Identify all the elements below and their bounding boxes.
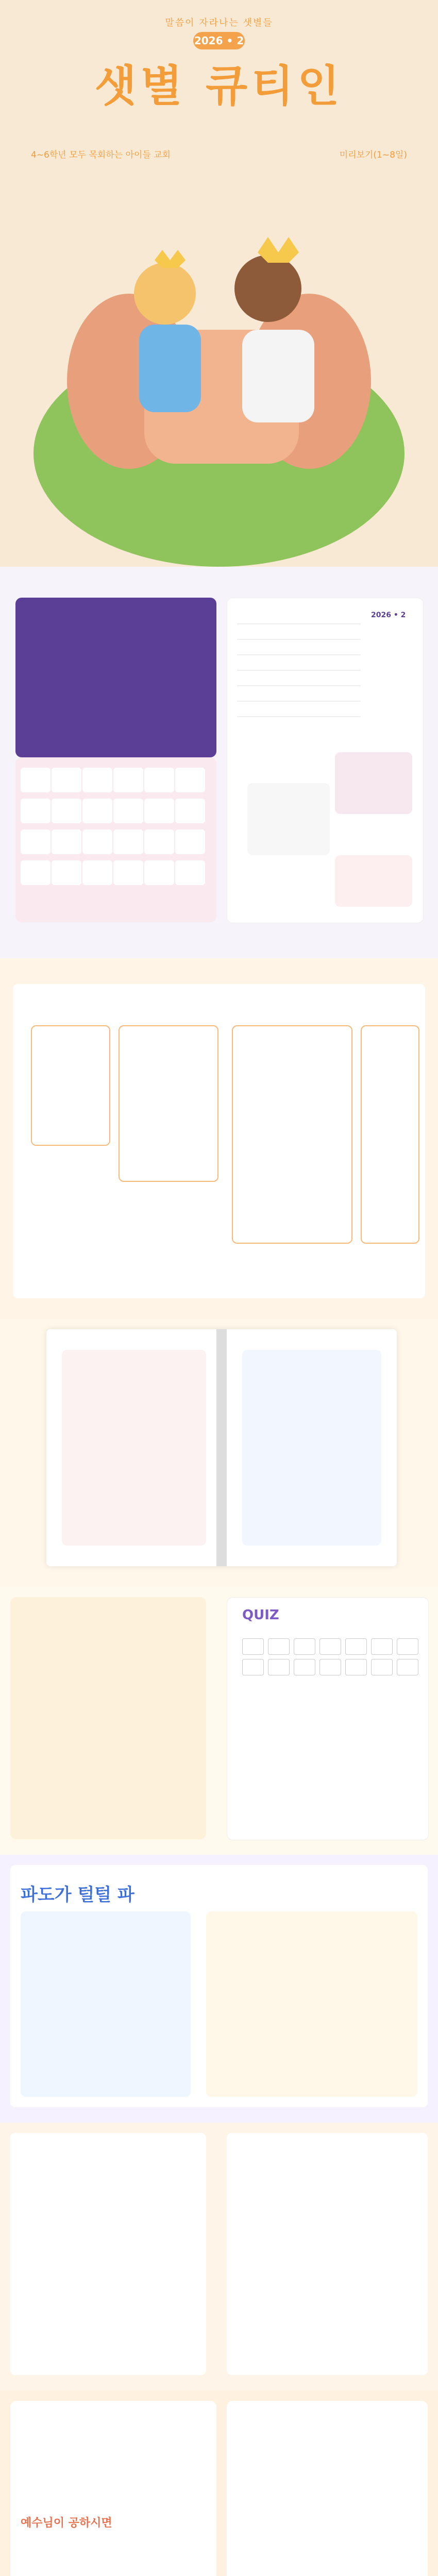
- cover-right-caption: 미리보기(1~8일): [339, 150, 407, 160]
- cover-left-caption: 4~6학년 모두 목회하는 아이들 교회: [31, 150, 171, 160]
- photo-section: [0, 1319, 438, 1587]
- howto-section: [0, 958, 438, 1319]
- cover-subtitle: 말씀이 자라나는 샛별들: [165, 18, 273, 28]
- cover-year-badge: 2026 • 2: [193, 32, 245, 49]
- cover-title: 샛별 큐티인: [94, 61, 344, 111]
- calendar-section: [0, 567, 438, 958]
- paper-title: 파도가 털털 파: [21, 1885, 134, 1905]
- quiz-title: QUIZ: [242, 1607, 279, 1623]
- cover-illustration: [0, 165, 438, 567]
- cover-section: [0, 0, 438, 567]
- paper-section: [0, 1855, 438, 2123]
- quiz-section: [0, 1587, 438, 1855]
- calendar-title: 2026 • 2: [371, 611, 406, 619]
- jesus-title: 예수님이 공하시면: [21, 2517, 112, 2530]
- jesus-section: [0, 2391, 438, 2576]
- text-section: [0, 2123, 438, 2391]
